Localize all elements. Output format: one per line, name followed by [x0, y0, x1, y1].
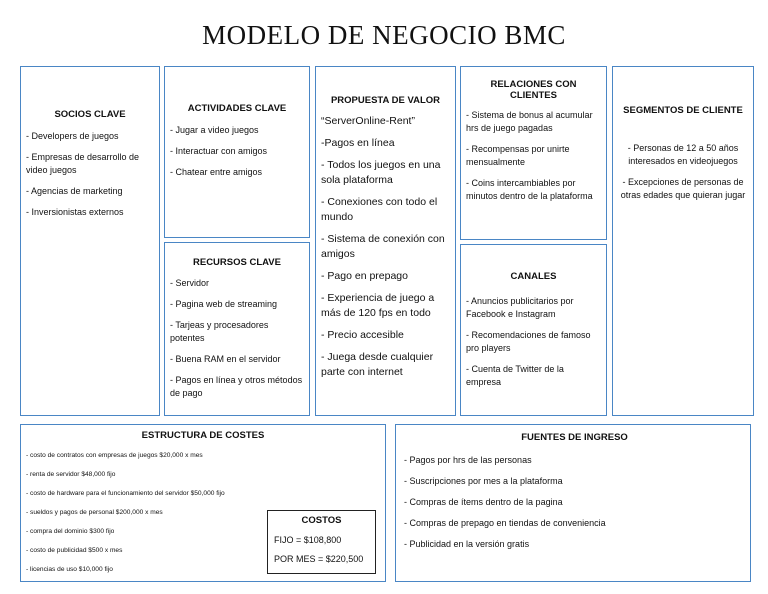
list-item: - costo de publicidad $500 x mes [26, 547, 123, 554]
list-item: - compra del dominio $300 fijo [26, 528, 115, 535]
list-item: - Publicidad en la versión gratis [404, 539, 530, 549]
socios-clave-block [20, 66, 160, 416]
socios-clave-list [26, 130, 154, 219]
list-item: - sueldos y pagos de personal $200,000 x mes [26, 509, 163, 516]
costos-mensual: POR MES = $220,500 [274, 554, 364, 564]
canales-block [460, 244, 607, 416]
list-item: - Compras de prepago en tiendas de conveniencia [404, 518, 606, 528]
page-title: MODELO DE NEGOCIO BMC [202, 20, 566, 50]
list-item: - Personas de 12 a 50 años interesados en videojuegos [627, 143, 739, 166]
list-item: - licencias de uso $10,000 fijo [26, 566, 113, 573]
list-item: - Conexiones con todo el mundo [321, 196, 438, 223]
relaciones-clientes-heading: RELACIONES CON CLIENTES [490, 79, 577, 101]
list-item: - Precio accesible [321, 329, 404, 341]
list-item: - Empresas de desarrollo de video juegos [26, 152, 140, 175]
list-item: - Juega desde cualquier parte con internet [321, 351, 434, 378]
propuesta-valor-heading: PROPUESTA DE VALOR [330, 95, 441, 106]
segmentos-cliente-heading: SEGMENTOS DE CLIENTE [623, 105, 743, 116]
list-item: - Buena RAM en el servidor [170, 354, 281, 364]
list-item: - Anuncios publicitarios por Facebook e Instagram [466, 296, 574, 319]
list-item: - Pagina web de streaming [170, 299, 278, 309]
segmentos-cliente-block [612, 66, 754, 416]
list-item: - Chatear entre amigos [170, 167, 263, 177]
propuesta-valor-list [321, 136, 450, 380]
list-item: - Agencias de marketing [26, 186, 123, 196]
recursos-clave-block [164, 242, 310, 416]
fuentes-ingreso-list [404, 454, 745, 551]
list-item: - Servidor [170, 278, 210, 288]
list-item: - Cuenta de Twitter de la empresa [466, 364, 564, 387]
list-item: - renta de servidor $48,000 fijo [26, 471, 116, 478]
list-item: - Tarjeas y procesadores potentes [170, 320, 269, 343]
list-item: - costo de contratos con empresas de juegos $20,000 x mes [26, 452, 203, 459]
recursos-clave-list [170, 277, 304, 400]
list-item: - Pagos en línea y otros métodos de pago [170, 375, 303, 398]
fuentes-ingreso-heading: FUENTES DE INGRESO [521, 432, 628, 443]
socios-clave-heading: SOCIOS CLAVE [54, 109, 126, 120]
segmentos-cliente-list [618, 142, 748, 202]
recursos-clave-heading: RECURSOS CLAVE [193, 257, 281, 268]
list-item: - Interactuar con amigos [170, 146, 268, 156]
propuesta-valor-block [315, 66, 456, 416]
list-item: - Developers de juegos [26, 131, 119, 141]
list-item: - Jugar a video juegos [170, 125, 259, 135]
relaciones-clientes-list [466, 109, 601, 203]
list-item: - Suscripciones por mes a la plataforma [404, 476, 563, 486]
list-item: - Compras de ítems dentro de la pagina [404, 497, 563, 507]
actividades-clave-block [164, 66, 310, 238]
list-item: - Sistema de bonus al acumular hrs de juego pagadas [466, 110, 593, 133]
costos-heading: COSTOS [301, 515, 342, 526]
actividades-clave-heading: ACTIVIDADES CLAVE [187, 103, 287, 114]
list-item: - Recomendaciones de famoso pro players [466, 330, 591, 353]
list-item: - Excepciones de personas de otras edades que quieran jugar [620, 177, 746, 200]
actividades-clave-list [170, 124, 304, 179]
list-item: - Todos los juegos en una sola plataforma [321, 159, 441, 186]
list-item: - Recompensas por unirte mensualmente [466, 144, 570, 167]
canales-list [466, 295, 601, 389]
list-item: - Experiencia de juego a más de 120 fps en todo [321, 292, 435, 319]
costos-fijo: FIJO = $108,800 [274, 535, 342, 545]
list-item: -Pagos en línea [321, 137, 395, 149]
list-item: - Sistema de conexión con amigos [321, 233, 445, 260]
canales-heading: CANALES [510, 271, 557, 282]
propuesta-valor-subtitle: “ServerOnline-Rent” [321, 115, 415, 127]
list-item: - Inversionistas externos [26, 207, 124, 217]
list-item: - costo de hardware para el funcionamiento del servidor $50,000 fijo [26, 490, 225, 497]
fuentes-ingreso-block [395, 424, 751, 582]
relaciones-clientes-block [460, 66, 607, 240]
list-item: - Coins intercambiables por minutos dentro de la plataforma [466, 178, 593, 201]
costos-summary-box [267, 510, 376, 574]
list-item: - Pagos por hrs de las personas [404, 455, 532, 465]
estructura-costes-heading: ESTRUCTURA DE COSTES [141, 430, 265, 441]
list-item: - Pago en prepago [321, 270, 408, 282]
